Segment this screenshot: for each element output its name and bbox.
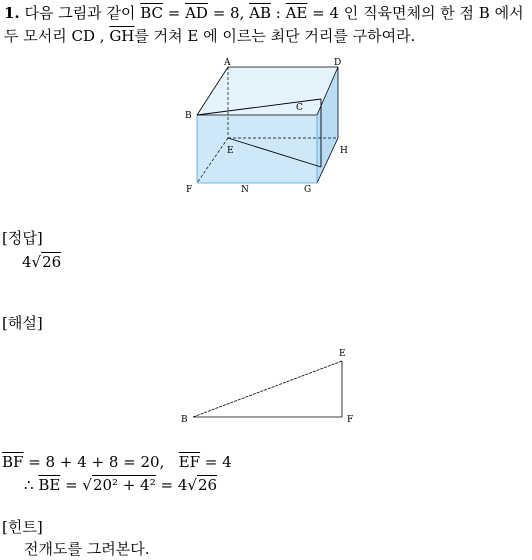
hint-text: 전개도를 그려본다. [24, 540, 150, 558]
cuboid-figure [180, 55, 360, 195]
label-n: N [241, 185, 249, 195]
radical-sign-2: √ [82, 476, 92, 494]
solution-equation-1 [2, 453, 232, 471]
tri-label-f: F [347, 415, 354, 425]
problem-line-1 [4, 4, 524, 22]
tri-label-b: B [181, 415, 188, 425]
eq2-result-radicand: 26 [197, 476, 218, 494]
problem-text-2-cont: 를 거쳐 E 에 이르는 최단 거리를 구하여라. [134, 27, 416, 45]
eq1-rest: = 8 + 4 + 8 = 20, [23, 453, 179, 471]
radical-sign: √ [31, 253, 42, 271]
triangle-figure [175, 340, 365, 430]
front-face [197, 115, 317, 183]
solution-equation-2 [24, 476, 217, 494]
segment-bf: $\overline{BF}$ [2, 453, 24, 471]
problem-number: 1. [4, 4, 20, 22]
segment-ae: $\overline{AE}$ [285, 4, 308, 22]
answer-value [22, 253, 61, 271]
segment-gh: $\overline{GH}$ [109, 27, 135, 45]
eq2-radicand: 20² + 4² [92, 476, 156, 494]
label-h: H [340, 146, 348, 156]
problem-line-2 [4, 27, 415, 45]
label-d: D [334, 58, 342, 68]
ratio-colon: : [271, 4, 286, 22]
label-a: A [224, 58, 231, 68]
top-face [197, 67, 338, 115]
radical-sign-3: √ [187, 476, 197, 494]
segment-ef: $\overline{EF}$ [178, 453, 201, 471]
label-g: G [304, 185, 312, 195]
equals: = [162, 4, 186, 22]
hint-header: [힌트] [2, 518, 43, 536]
label-c: C [296, 103, 303, 113]
label-b: B [185, 111, 192, 121]
segment-bc: $\overline{BC}$ [140, 4, 163, 22]
problem-text-2: 두 모서리 CD , [4, 27, 110, 45]
eq1-value: = 4 [200, 453, 232, 471]
label-f: F [186, 185, 193, 195]
solution-header: [해설] [2, 314, 43, 332]
problem-text: 다음 그림과 같이 [24, 4, 141, 22]
therefore: ∴ [24, 476, 39, 494]
segment-ab: $\overline{AB}$ [249, 4, 271, 22]
answer-header: [정답] [2, 229, 43, 247]
label-e: E [227, 146, 234, 156]
eq2-result: = 4 [155, 476, 188, 494]
tri-label-e: E [339, 349, 346, 359]
segment-ad: $\overline{AD}$ [185, 4, 208, 22]
problem-text-cont: = 4 인 직육면체의 한 점 B 에서 [307, 4, 524, 22]
eq2-equals: = [60, 476, 83, 494]
answer-coefficient: 4 [22, 253, 32, 271]
answer-radicand: 26 [42, 253, 62, 271]
value-8: = 8, [207, 4, 250, 22]
segment-be: $\overline{BE}$ [38, 476, 61, 494]
